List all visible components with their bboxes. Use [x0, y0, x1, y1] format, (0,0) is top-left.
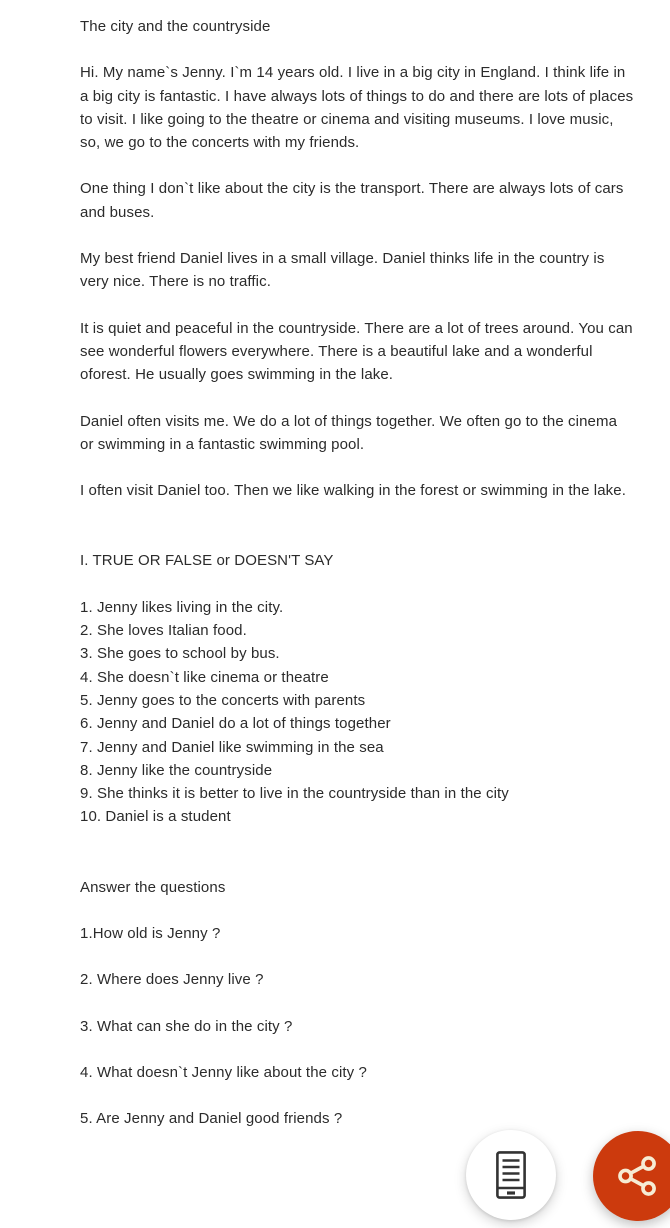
question-item: 5. Are Jenny and Daniel good friends ? — [80, 1110, 343, 1128]
true-false-item: 10. Daniel is a student — [80, 808, 231, 826]
document-outline-icon — [496, 1151, 526, 1199]
true-false-item: 9. She thinks it is better to live in the countryside than in the city — [80, 785, 509, 803]
true-false-item: 5. Jenny goes to the concerts with parents — [80, 691, 366, 709]
true-false-heading: I. TRUE OR FALSE or DOESN'T SAY — [80, 552, 334, 570]
share-icon — [615, 1153, 661, 1199]
paragraph: It is quiet and peaceful in the countryside. There are a lot of trees around. You can see wonderful flowers everywhere. There is a beautiful lake and a wonderful oforest. He usually goes swimming in the lake. — [80, 319, 633, 384]
true-false-item: 7. Jenny and Daniel like swimming in the sea — [80, 738, 384, 756]
paragraph: My best friend Daniel lives in a small village. Daniel thinks life in the country is very nice. There is no traffic. — [80, 250, 605, 291]
document-content — [80, 15, 634, 1131]
document-title: The city and the countryside — [80, 18, 271, 35]
true-false-item: 4. She doesn`t like cinema or theatre — [80, 668, 329, 686]
question-item: 3. What can she do in the city ? — [80, 1017, 293, 1035]
paragraph: Hi. My name`s Jenny. I`m 14 years old. I live in a big city in England. I think life in a big city is fantastic. I have always lots of things to do and there are lots of places to visit. I like going to the theatre or cinema and visiting museums. I love music, so, we go to the concerts with my friends. — [80, 64, 634, 152]
true-false-item: 1. Jenny likes living in the city. — [80, 598, 284, 616]
true-false-item: 8. Jenny like the countryside — [80, 761, 273, 779]
question-item: 1.How old is Jenny ? — [80, 925, 221, 943]
question-item: 4. What doesn`t Jenny like about the city ? — [80, 1063, 367, 1081]
share-button[interactable] — [593, 1131, 670, 1221]
true-false-list — [80, 596, 634, 829]
true-false-item: 3. She goes to school by bus. — [80, 645, 280, 663]
paragraph: I often visit Daniel too. Then we like walking in the forest or swimming in the lake. — [80, 482, 626, 500]
paragraph: One thing I don`t like about the city is the transport. There are always lots of cars and buses. — [80, 180, 624, 221]
answer-questions-heading: Answer the questions — [80, 878, 226, 896]
true-false-item: 2. She loves Italian food. — [80, 622, 247, 640]
reader-view-button[interactable] — [466, 1130, 556, 1220]
true-false-item: 6. Jenny and Daniel do a lot of things together — [80, 715, 391, 733]
question-item: 2. Where does Jenny live ? — [80, 971, 264, 989]
paragraph: Daniel often visits me. We do a lot of things together. We often go to the cinema or swimming in a fantastic swimming pool. — [80, 412, 618, 453]
